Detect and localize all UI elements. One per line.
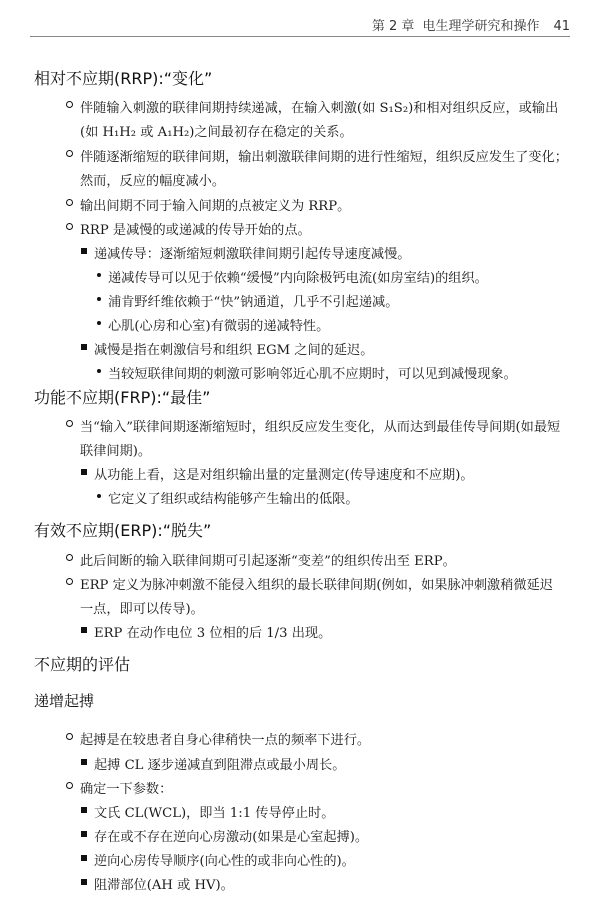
chapter-title: 电生理学研究和操作 — [422, 19, 540, 34]
text-line: 当“输入”联律间期逐渐缩短时，组织反应发生变化，从而达到最佳传导间期(如最短 — [80, 420, 561, 435]
text-line: 确定一下参数： — [80, 782, 173, 797]
square-bullet — [81, 855, 87, 861]
text-line: 存在或不存在逆向心房激动(如果是心室起搏)。 — [94, 830, 369, 845]
circle-bullet — [66, 101, 73, 108]
running-header — [372, 15, 570, 34]
chapter-number: 第 2 章 — [371, 19, 415, 34]
circle-bullet — [66, 150, 73, 157]
text-line: 文氏 CL(WCL)，即当 1:1 传导停止时。 — [94, 806, 335, 821]
subsection-heading-incremental-pacing: 递增起搏 — [34, 692, 95, 710]
circle-bullet — [66, 782, 73, 789]
section-heading-frp: 功能不应期(FRP):“最佳” — [34, 388, 211, 407]
circle-bullet — [66, 420, 73, 427]
circle-bullet — [66, 733, 73, 740]
text-line: RRP 是减慢的或递减的传导开始的点。 — [80, 223, 311, 238]
text-line: 当较短联律间期的刺激可影响邻近心肌不应期时，可以见到减慢现象。 — [108, 367, 517, 382]
square-bullet — [81, 344, 87, 350]
page-number: 41 — [553, 19, 570, 34]
circle-bullet — [66, 223, 73, 230]
dot-bullet — [97, 321, 101, 325]
text-line: 伴随逐渐缩短的联律间期，输出刺激联律间期的进行性缩短，组织反应发生了变化； — [80, 150, 568, 165]
square-bullet — [81, 831, 87, 837]
text-line: 逆向心房传导顺序(向心性的或非向心性的)。 — [94, 854, 355, 869]
text-line: ERP 定义为脉冲刺激不能侵入组织的最长联律间期(例如，如果脉冲刺激稍微延迟 — [80, 578, 553, 593]
text-line: 它定义了组织或结构能够产生输出的低限。 — [108, 492, 359, 507]
dot-bullet — [97, 273, 101, 277]
text-line: 联律间期)。 — [80, 444, 152, 459]
text-line: 从功能上看，这是对组织输出量的定量测定(传导速度和不应期)。 — [94, 468, 474, 483]
dot-bullet — [97, 494, 101, 498]
text-line: 减慢是指在刺激信号和组织 EGM 之间的延迟。 — [94, 343, 374, 358]
text-line: 伴随输入刺激的联律间期持续递减，在输入刺激(如 S₁S₂)和相对组织反应，或输出 — [80, 101, 559, 116]
text-line: 递减传导可以见于依赖“缓慢”内向除极钙电流(如房室结)的组织。 — [108, 271, 488, 286]
circle-bullet — [66, 554, 73, 561]
header-rule — [30, 36, 570, 37]
square-bullet — [81, 807, 87, 813]
square-bullet — [81, 759, 87, 765]
dot-bullet — [97, 369, 101, 373]
text-line: 递减传导：逐渐缩短刺激联律间期引起传导速度减慢。 — [94, 247, 411, 262]
text-line: 输出间期不同于输入间期的点被定义为 RRP。 — [80, 199, 351, 214]
text-line: 心肌(心房和心室)有微弱的递减特性。 — [108, 319, 330, 334]
text-line: (如 H₁H₂ 或 A₁H₂)之间最初存在稳定的关系。 — [80, 125, 353, 140]
square-bullet — [81, 469, 87, 475]
text-line: 浦肯野纤维依赖于“快”钠通道，几乎不引起递减。 — [108, 295, 399, 310]
dot-bullet — [97, 297, 101, 301]
section-heading-rrp: 相对不应期(RRP):“变化” — [34, 69, 213, 88]
text-line: 然而，反应的幅度减小。 — [80, 174, 226, 189]
text-line: 起搏是在较患者自身心律稍快一点的频率下进行。 — [80, 733, 371, 748]
section-heading-erp: 有效不应期(ERP):“脱失” — [34, 521, 212, 540]
circle-bullet — [66, 578, 73, 585]
text-line: 此后间断的输入联律间期可引起逐渐“变差”的组织传出至 ERP。 — [80, 554, 456, 569]
text-line: ERP 在动作电位 3 位相的后 1/3 出现。 — [94, 626, 332, 641]
square-bullet — [81, 627, 87, 633]
square-bullet — [81, 879, 87, 885]
section-heading-assessment: 不应期的评估 — [34, 655, 131, 674]
text-line: 阻滞部位(AH 或 HV)。 — [94, 878, 234, 893]
text-line: 一点，即可以传导)。 — [80, 602, 204, 617]
circle-bullet — [66, 199, 73, 206]
square-bullet — [81, 248, 87, 254]
text-line: 起搏 CL 逐步递减直到阻滞点或最小周长。 — [94, 758, 346, 773]
